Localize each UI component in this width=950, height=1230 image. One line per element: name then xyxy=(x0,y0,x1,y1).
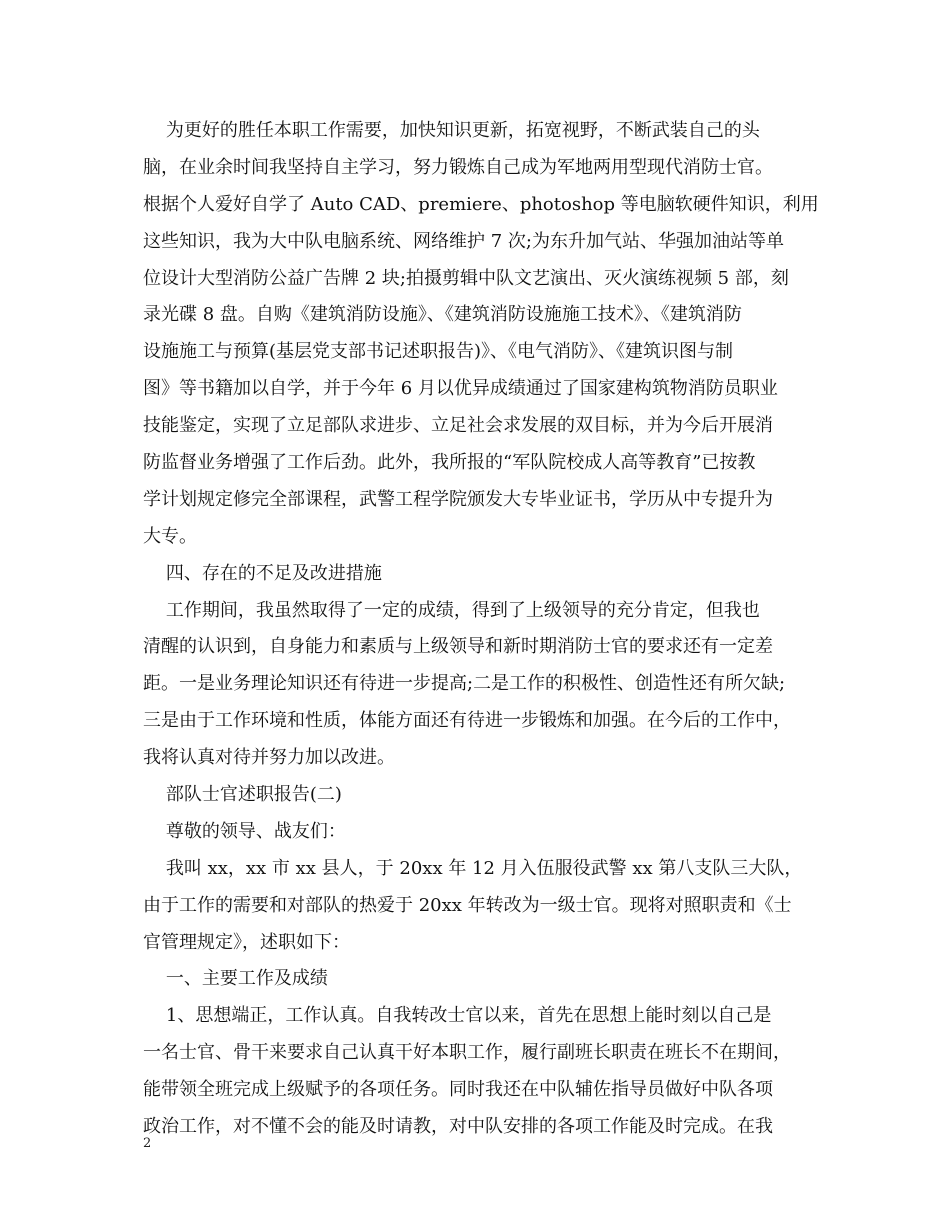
text-line: 四、存在的不足及改进措施 xyxy=(143,562,382,584)
text-line: 根据个人爱好自学了 Auto CAD、premiere、photoshop 等电脑软硬件知识，利用 xyxy=(143,193,819,215)
text-line: 距。一是业务理论知识还有待进一步提高;二是工作的积极性、创造性还有所欠缺; xyxy=(143,673,786,695)
text-line: 这些知识，我为大中队电脑系统、网络维护 7 次;为东升加气站、华强加油站等单 xyxy=(143,230,784,252)
text-line: 为更好的胜任本职工作需要，加快知识更新，拓宽视野，不断武装自己的头 xyxy=(143,120,760,141)
text-line: 1、思想端正，工作认真。自我转改士官以来，首先在思想上能时刻以自己是 xyxy=(143,1005,772,1027)
text-line: 工作期间，我虽然取得了一定的成绩，得到了上级领导的充分肯定，但我也 xyxy=(143,599,760,621)
page-number: 2 xyxy=(143,1136,152,1151)
text-line: 技能鉴定，实现了立足部队求进步、立足社会求发展的双目标，并为今后开展消 xyxy=(143,415,773,437)
text-line: 政治工作，对不懂不会的能及时请教，对中队安排的各项工作能及时完成。在我 xyxy=(143,1116,773,1138)
text-line: 防监督业务增强了工作后劲。此外，我所报的“军队院校成人高等教育”已按教 xyxy=(143,452,756,474)
text-line: 学计划规定修完全部课程，武警工程学院颁发大专毕业证书，学历从中专提升为 xyxy=(143,488,773,510)
text-line: 一、主要工作及成绩 xyxy=(143,968,328,990)
text-line: 能带领全班完成上级赋予的各项任务。同时我还在中队辅佐指导员做好中队各项 xyxy=(143,1079,773,1101)
text-line: 由于工作的需要和对部队的热爱于 20xx 年转改为一级士官。现将对照职责和《士 xyxy=(143,894,792,916)
text-line: 图》等书籍加以自学，并于今年 6 月以优异成绩通过了国家建构筑物消防员职业 xyxy=(143,378,778,400)
text-line: 尊敬的领导、战友们： xyxy=(143,820,346,842)
text-line: 部队士官述职报告(二) xyxy=(143,784,342,806)
text-line: 设施施工与预算(基层党支部书记述职报告)》、《电气消防》、《建筑识图与制 xyxy=(143,341,734,363)
text-line: 我将认真对待并努力加以改进。 xyxy=(143,747,395,769)
text-line: 脑，在业余时间我坚持自主学习，努力锻炼自己成为军地两用型现代消防士官。 xyxy=(143,156,773,178)
text-line: 一名士官、骨干来要求自己认真干好本职工作，履行副班长职责在班长不在期间， xyxy=(143,1042,791,1064)
text-line: 位设计大型消防公益广告牌 2 块;拍摄剪辑中队文艺演出、灭火演练视频 5 部，刻 xyxy=(143,267,789,289)
text-line: 官管理规定》，述职如下： xyxy=(143,931,350,953)
text-line: 清醒的认识到，自身能力和素质与上级领导和新时期消防士官的要求还有一定差 xyxy=(143,636,773,658)
text-line: 录光碟 8 盘。自购《建筑消防设施》、《建筑消防设施施工技术》、《建筑消防 xyxy=(143,304,742,326)
text-line: 我叫 xx，xx 市 xx 县人，于 20xx 年 12 月入伍服役武警 xx 第八支队三大队， xyxy=(143,857,803,879)
document-body xyxy=(143,113,823,1146)
text-line: 三是由于工作环境和性质，体能方面还有待进一步锻炼和加强。在今后的工作中， xyxy=(143,710,791,732)
text-line: 大专。 xyxy=(143,525,197,547)
